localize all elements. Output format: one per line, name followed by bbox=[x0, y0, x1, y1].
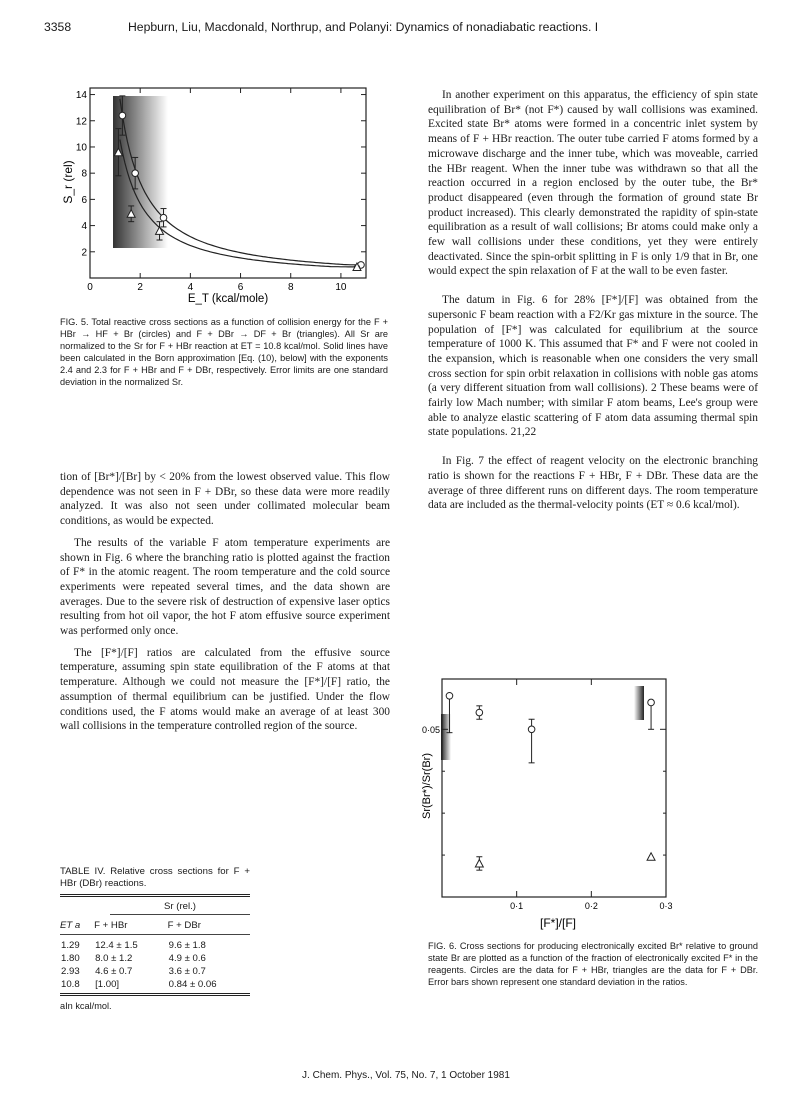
table-cell: 8.0 ± 1.2 bbox=[95, 952, 133, 964]
fig6-y-axis-label: Sr(Br*)/Sr(Br) bbox=[421, 753, 433, 819]
fig5-y-tick-label: 2 bbox=[81, 247, 87, 259]
paragraph: The [F*]/[F] ratios are calculated from the effusive source temperature, assuming spin state equilibration of the F atoms at that temperature. Although we could not measure the [F*]/[F] ratio, the assumption of thermal equilibrium can be justified. Under the flow conditions used, the F atoms would make an average of at least 300 wall collisions in the temperature controlled region of the source. bbox=[60, 646, 390, 733]
fig5-y-tick-label: 8 bbox=[81, 168, 87, 180]
paragraph: The datum in Fig. 6 for 28% [F*]/[F] was obtained from the supersonic F beam reaction with a F2/Kr gas mixture in the source. The population of [F*] was calculated for equilibrium at the source temperature of 1000 K. This assumed that F* and F were not cooled in the expansion, which is reasonable when one considers the very small cross section for spin orbit relaxation in collisions with noble gas atoms (a very different situation from wall collisions). 2 These beams were of fairly low Mach number; with similar F atom beams, Lee's group were able to analyze elastic scattering of F atom data assuming thermal spin state populations. 21,22 bbox=[428, 294, 758, 439]
page-number: 3358 bbox=[44, 20, 72, 34]
table-cell: 12.4 ± 1.5 bbox=[95, 939, 138, 951]
paragraph: In Fig. 7 the effect of reagent velocity on the electronic branching ratio is shown for the reactions F + HBr, F + DBr. These data are the average of three different runs on different days. The room temperature data are included as the thermal-velocity points (ET ≈ 0.6 kcal/mol). bbox=[428, 455, 758, 512]
running-title: Hepburn, Liu, Macdonald, Northrup, and Polanyi: Dynamics of nonadiabatic reactions. I bbox=[128, 20, 599, 34]
table-cell: 2.93 bbox=[61, 965, 80, 977]
fig5-hbr-point bbox=[160, 214, 167, 221]
table-cell: 4.6 ± 0.7 bbox=[95, 965, 133, 977]
table-4-footnote: aIn kcal/mol. bbox=[60, 1000, 112, 1011]
fig5-y-tick-label: 4 bbox=[81, 221, 87, 233]
fig6-x-tick-label: 0·2 bbox=[584, 901, 598, 911]
paragraph: In another experiment on this apparatus, the efficiency of spin state equilibration of Br* (not F*) caused by wall collisions was examined. Excited state Br* atoms were formed in a concentric inlet system by means of F + HBr reaction. The outer tube carried F atoms formed by a microwave discharge and the inner tube, which was moveable, carried the HBr reagent. When the inner tube was withdrawn so that all the reaction occurred in a region enclosed by the outer tube, the Br* product disappeared (even through the formation of ground state Br product increased). This clearly demonstrated the rapidity of spin-state equilibration as a result of wall collisions; Br atoms could make only a few wall collisions under these conditions, yet they were entirely deactivated. Since the spin-orbit splitting in F is only 1/9 that in Br, one would expect the spin relaxation of F at the wall to be even faster. bbox=[428, 89, 758, 278]
figure-5-chart bbox=[60, 82, 380, 308]
fig6-hbr-point bbox=[446, 692, 453, 699]
table-header-cell: ET a bbox=[60, 919, 81, 931]
table-cell: 10.8 bbox=[61, 978, 80, 990]
fig6-y-tick-label: 0·05 bbox=[421, 724, 440, 735]
table-header-row bbox=[60, 917, 250, 935]
fig5-x-axis-label: E_T (kcal/mole) bbox=[187, 293, 269, 305]
table-cell: [1.00] bbox=[95, 978, 120, 990]
left-column-text bbox=[60, 470, 390, 734]
table-header-cell: F + HBr bbox=[94, 919, 128, 931]
fig6-shading-right bbox=[634, 686, 644, 720]
table-row bbox=[60, 934, 250, 952]
fig5-x-tick-label: 6 bbox=[237, 282, 244, 293]
table-row bbox=[60, 978, 250, 993]
fig5-hbr-point bbox=[119, 112, 126, 119]
fig6-hbr-point bbox=[528, 726, 535, 733]
fig6-dbr-point bbox=[475, 859, 483, 867]
table-header-cell: F + DBr bbox=[167, 919, 201, 931]
fig5-y-axis-label: S_r (rel) bbox=[61, 160, 75, 204]
table-cell: 3.6 ± 0.7 bbox=[168, 965, 206, 977]
table-cell: 0.84 ± 0.06 bbox=[168, 978, 217, 990]
fig5-x-tick-label: 8 bbox=[287, 282, 294, 293]
fig5-x-tick-label: 4 bbox=[187, 282, 194, 293]
fig5-x-tick-label: 2 bbox=[137, 282, 143, 293]
table-row bbox=[60, 965, 250, 978]
figure-6-chart bbox=[412, 674, 684, 936]
table-cell: 1.29 bbox=[61, 939, 80, 951]
table-4 bbox=[60, 866, 250, 1012]
fig6-dbr-point bbox=[647, 853, 655, 861]
fig6-frame bbox=[442, 679, 666, 897]
fig5-y-tick-label: 6 bbox=[81, 194, 87, 206]
fig5-y-tick-label: 12 bbox=[75, 116, 87, 128]
figure-6-caption: FIG. 6. Cross sections for producing electronically excited Br* relative to ground state Br are plotted as a function of the fraction of electronically excited F* in the reagents. Circles are the data for F + HBr, triangles are the data for F + DBr. Error bars shown represent one standard deviation in the ratios. bbox=[428, 941, 758, 988]
fig5-x-tick-label: 0 bbox=[87, 282, 93, 293]
journal-footer: J. Chem. Phys., Vol. 75, No. 7, 1 October 1981 bbox=[302, 1070, 510, 1081]
table-cell: 1.80 bbox=[61, 952, 80, 964]
fig6-hbr-point bbox=[476, 709, 483, 716]
table-4-grid bbox=[60, 917, 250, 993]
paragraph: tion of [Br*]/[Br] by < 20% from the lowest observed value. This flow dependence was not seen in F + DBr, so these data were more readily analyzed. It was also not seen under collimated molecular beam conditions, as would be expected. bbox=[60, 471, 390, 528]
table-cell: 9.6 ± 1.8 bbox=[168, 939, 206, 951]
table-row bbox=[60, 952, 250, 965]
fig5-y-tick-label: 14 bbox=[75, 90, 87, 102]
table-4-title: TABLE IV. Relative cross sections for F + HBr (DBr) reactions. bbox=[60, 866, 250, 890]
fig6-x-tick-label: 0·1 bbox=[510, 901, 524, 911]
paragraph: The results of the variable F atom temperature experiments are shown in Fig. 6 where the branching ratio is plotted against the fraction of F* in the atomic reagent. The room temperature and the cold source experiments were repeated several times, and the data shown are averages. Due to the severe risk of destruction of expensive laser optics resulting from hot oil vapor, the hot F atom effusive source experiment was performed only once. bbox=[60, 536, 390, 638]
fig5-x-tick-label: 10 bbox=[335, 282, 347, 293]
figure-5-caption: FIG. 5. Total reactive cross sections as a function of collision energy for the F + HBr → HF + Br (circles) and F + DBr → DF + Br (triangles). All Sr are normalized to the Sr for F + HBr reaction at ET = 10.8 kcal/mol. Solid lines have been calculated in the Born approximation [Eq. (10), below] with the exponents 2.4 and 2.3 for F + HBr and F + DBr, respectively. Error limits are one standard deviation in the normalized Sr. bbox=[60, 317, 388, 388]
fig6-x-axis-label: [F*]/[F] bbox=[540, 916, 576, 930]
table-cell: 4.9 ± 0.6 bbox=[168, 952, 206, 964]
table-4-group-header: Sr (rel.) bbox=[110, 901, 250, 915]
right-column-text bbox=[428, 88, 758, 513]
fig6-x-tick-label: 0·3 bbox=[659, 901, 673, 911]
fig5-y-tick-label: 10 bbox=[75, 142, 87, 154]
fig6-hbr-point bbox=[648, 699, 655, 706]
fig5-hbr-point bbox=[132, 170, 139, 177]
